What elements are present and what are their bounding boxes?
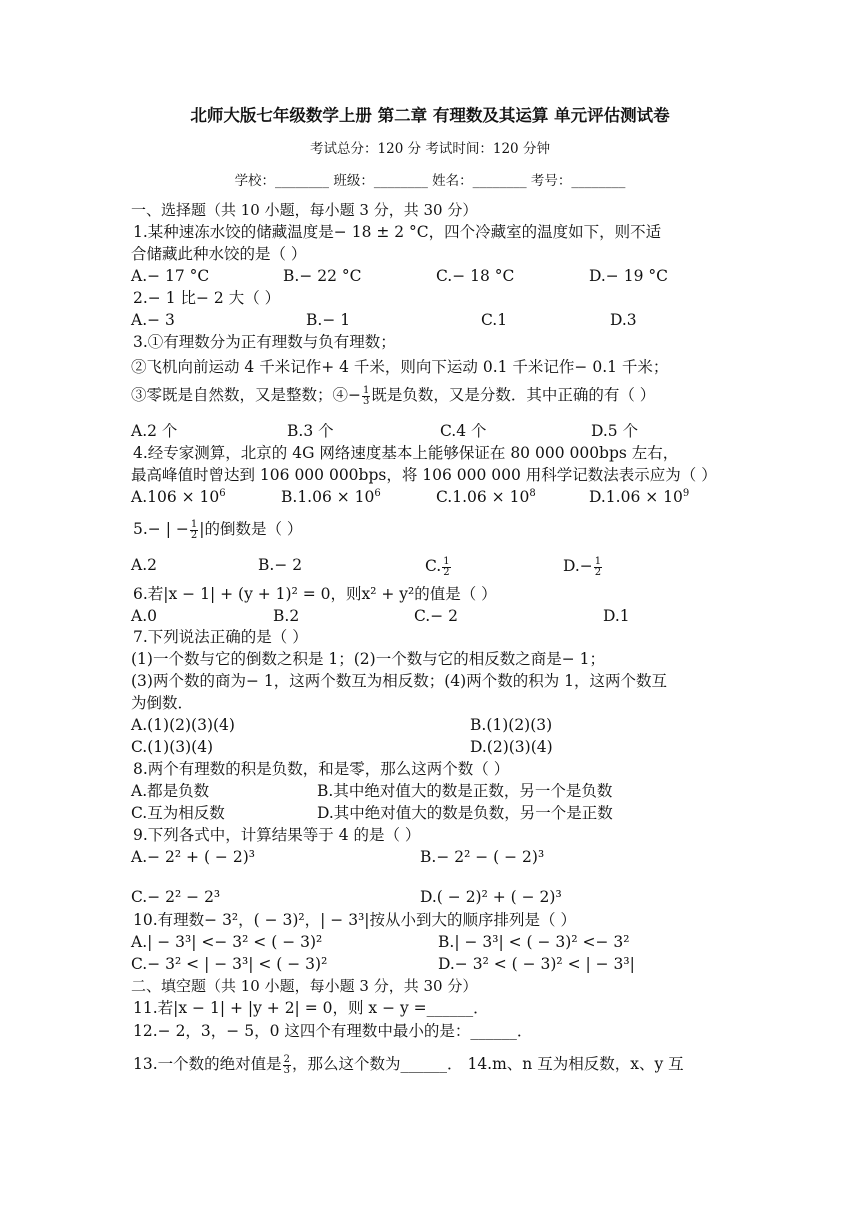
exam-info: 考试总分：120 分 考试时间：120 分钟 xyxy=(310,141,550,157)
q12-stem: 12.− 2，3，− 5，0 这四个有理数中最小的是：______． xyxy=(133,1022,533,1040)
q10-option-b: B.| − 3³| < ( − 3)² <− 3² xyxy=(438,933,630,951)
q4-option-d: $D.1.06 \times 10^9$ xyxy=(589,487,690,506)
q7-stem-line3: (3)两个数的商为− 1，这两个数互为相反数；(4)两个数的积为 1，这两个数互 xyxy=(131,672,667,690)
q1-option-a: A.− 17 °C xyxy=(131,267,210,285)
q8-option-d: D.其中绝对值大的数是负数，另一个是正数 xyxy=(317,804,613,822)
q5-fraction: $\frac{1}{2}$ xyxy=(190,518,198,541)
section-2-heading: 二、填空题（共 10 小题，每小题 3 分，共 30 分） xyxy=(131,977,478,995)
q5-option-d: D.− $\frac{1}{2}$ xyxy=(563,555,602,578)
q10-stem: 10.有理数− 3²，( − 3)²，| − 3³|按从小到大的顺序排列是（ ） xyxy=(133,911,576,929)
q8-stem: 8.两个有理数的积是负数，和是零，那么这两个数（ ） xyxy=(133,760,510,778)
q6-option-c: C.− 2 xyxy=(414,607,459,625)
q3-option-c: C.4 个 xyxy=(440,422,487,440)
q9-option-c: C.− 2² − 2³ xyxy=(131,888,221,906)
q13-stem: 13.一个数的绝对值是 $\frac{2}{3}$ ，那么这个数为______． 14.m、n 互为相反数，x、y 互 xyxy=(133,1053,684,1076)
exam-title: 北师大版七年级数学上册 第二章 有理数及其运算 单元评估测试卷 xyxy=(190,106,670,125)
q3-line3-start: ③零既是自然数，又是整数；④− xyxy=(131,386,361,404)
q4-option-b: $B.1.06 \times 10^6$ xyxy=(281,487,381,506)
q5-option-c: C. $\frac{1}{2}$ xyxy=(425,555,450,578)
q3-fraction: $\frac{1}{3}$ xyxy=(363,384,370,407)
q7-stem-line2: (1)一个数与它的倒数之积是 1；(2)一个数与它的相反数之商是− 1； xyxy=(131,650,605,668)
q3-option-b: B.3 个 xyxy=(287,422,334,440)
q3-line3-end: 既是负数，又是分数．其中正确的有（ ） xyxy=(371,386,656,404)
q2-stem: 2.− 1 比− 2 大（ ） xyxy=(133,289,281,307)
q4-option-c: $C.1.06 \times 10^8$ xyxy=(436,487,536,506)
q3-stem-line2: ②飞机向前运动 4 千米记作+ 4 千米，则向下运动 0.1 千米记作− 0.1 千米； xyxy=(131,358,669,376)
q9-option-d: D.( − 2)² + ( − 2)³ xyxy=(420,888,562,906)
q5-option-a: A.2 xyxy=(131,556,157,574)
q2-option-c: C.1 xyxy=(481,311,508,329)
q2-option-b: B.− 1 xyxy=(306,311,351,329)
q8-option-a: A.都是负数 xyxy=(131,782,210,800)
q7-option-d: D.(2)(3)(4) xyxy=(470,738,553,756)
q10-option-a: A.| − 3³| <− 3² < ( − 3)² xyxy=(131,933,323,951)
q3-stem-line1: 3.①有理数分为正有理数与负有理数； xyxy=(133,333,396,351)
q6-option-b: B.2 xyxy=(273,607,300,625)
q1-option-c: C.− 18 °C xyxy=(436,267,515,285)
q5-stem: 5.− | − $\frac{1}{2}$ |的倒数是（ ） xyxy=(133,518,303,541)
q13-fraction: $\frac{2}{3}$ xyxy=(283,1053,291,1076)
q3-stem-line3 xyxy=(131,385,655,407)
q6-option-d: D.1 xyxy=(603,607,630,625)
q1-option-b: B.− 22 °C xyxy=(283,267,362,285)
q2-option-a: A.− 3 xyxy=(131,311,175,329)
q4-stem-line1: 4.经专家测算，北京的 4G 网络速度基本上能够保证在 80 000 000bps 左右， xyxy=(133,444,679,462)
section-1-heading: 一、选择题（共 10 小题，每小题 3 分，共 30 分） xyxy=(131,201,478,219)
q4-option-a: $A.106 \times 10^6$ xyxy=(131,487,226,506)
q3-option-a: A.2 个 xyxy=(131,422,178,440)
q1-stem-line2: 合储藏此种水饺的是（ ） xyxy=(131,245,307,263)
q9-option-a: A.− 2² + ( − 2)³ xyxy=(131,848,255,866)
q9-option-b: B.− 2² − ( − 2)³ xyxy=(420,848,545,866)
q8-option-b: B.其中绝对值大的数是正数，另一个是负数 xyxy=(317,782,613,800)
q7-stem-line4: 为倒数． xyxy=(131,694,194,712)
q5-option-b: B.− 2 xyxy=(258,556,303,574)
q7-option-c: C.(1)(3)(4) xyxy=(131,738,214,756)
q8-option-c: C.互为相反数 xyxy=(131,804,225,822)
q11-stem: 11.若|x − 1| + |y + 2| = 0，则 x − y =______． xyxy=(133,999,489,1017)
student-info: 学校：________ 班级：________ 姓名：________ 考号：________ xyxy=(234,173,626,189)
q6-option-a: A.0 xyxy=(131,607,157,625)
q4-stem-line2: 最高峰值时曾达到 106 000 000bps，将 106 000 000 用科学记数法表示应为（ ） xyxy=(131,466,717,484)
q7-stem-line1: 7.下列说法正确的是（ ） xyxy=(133,628,308,646)
q10-option-d: D.− 3² < ( − 3)² < | − 3³| xyxy=(438,955,635,973)
q1-stem-line1: 1.某种速冻水饺的储藏温度是− 18 ± 2 °C，四个冷藏室的温度如下，则不适 xyxy=(133,223,662,241)
q9-stem: 9.下列各式中，计算结果等于 4 的是（ ） xyxy=(133,826,421,844)
q1-option-d: D.− 19 °C xyxy=(589,267,668,285)
q3-option-d: D.5 个 xyxy=(591,422,639,440)
q10-option-c: C.− 3² < | − 3³| < ( − 3)² xyxy=(131,955,328,973)
q2-option-d: D.3 xyxy=(610,311,637,329)
q7-option-b: B.(1)(2)(3) xyxy=(470,716,553,734)
q7-option-a: A.(1)(2)(3)(4) xyxy=(131,716,235,734)
q6-stem: 6.若|x − 1| + (y + 1)² = 0，则x² + y²的值是（ ） xyxy=(133,585,497,603)
